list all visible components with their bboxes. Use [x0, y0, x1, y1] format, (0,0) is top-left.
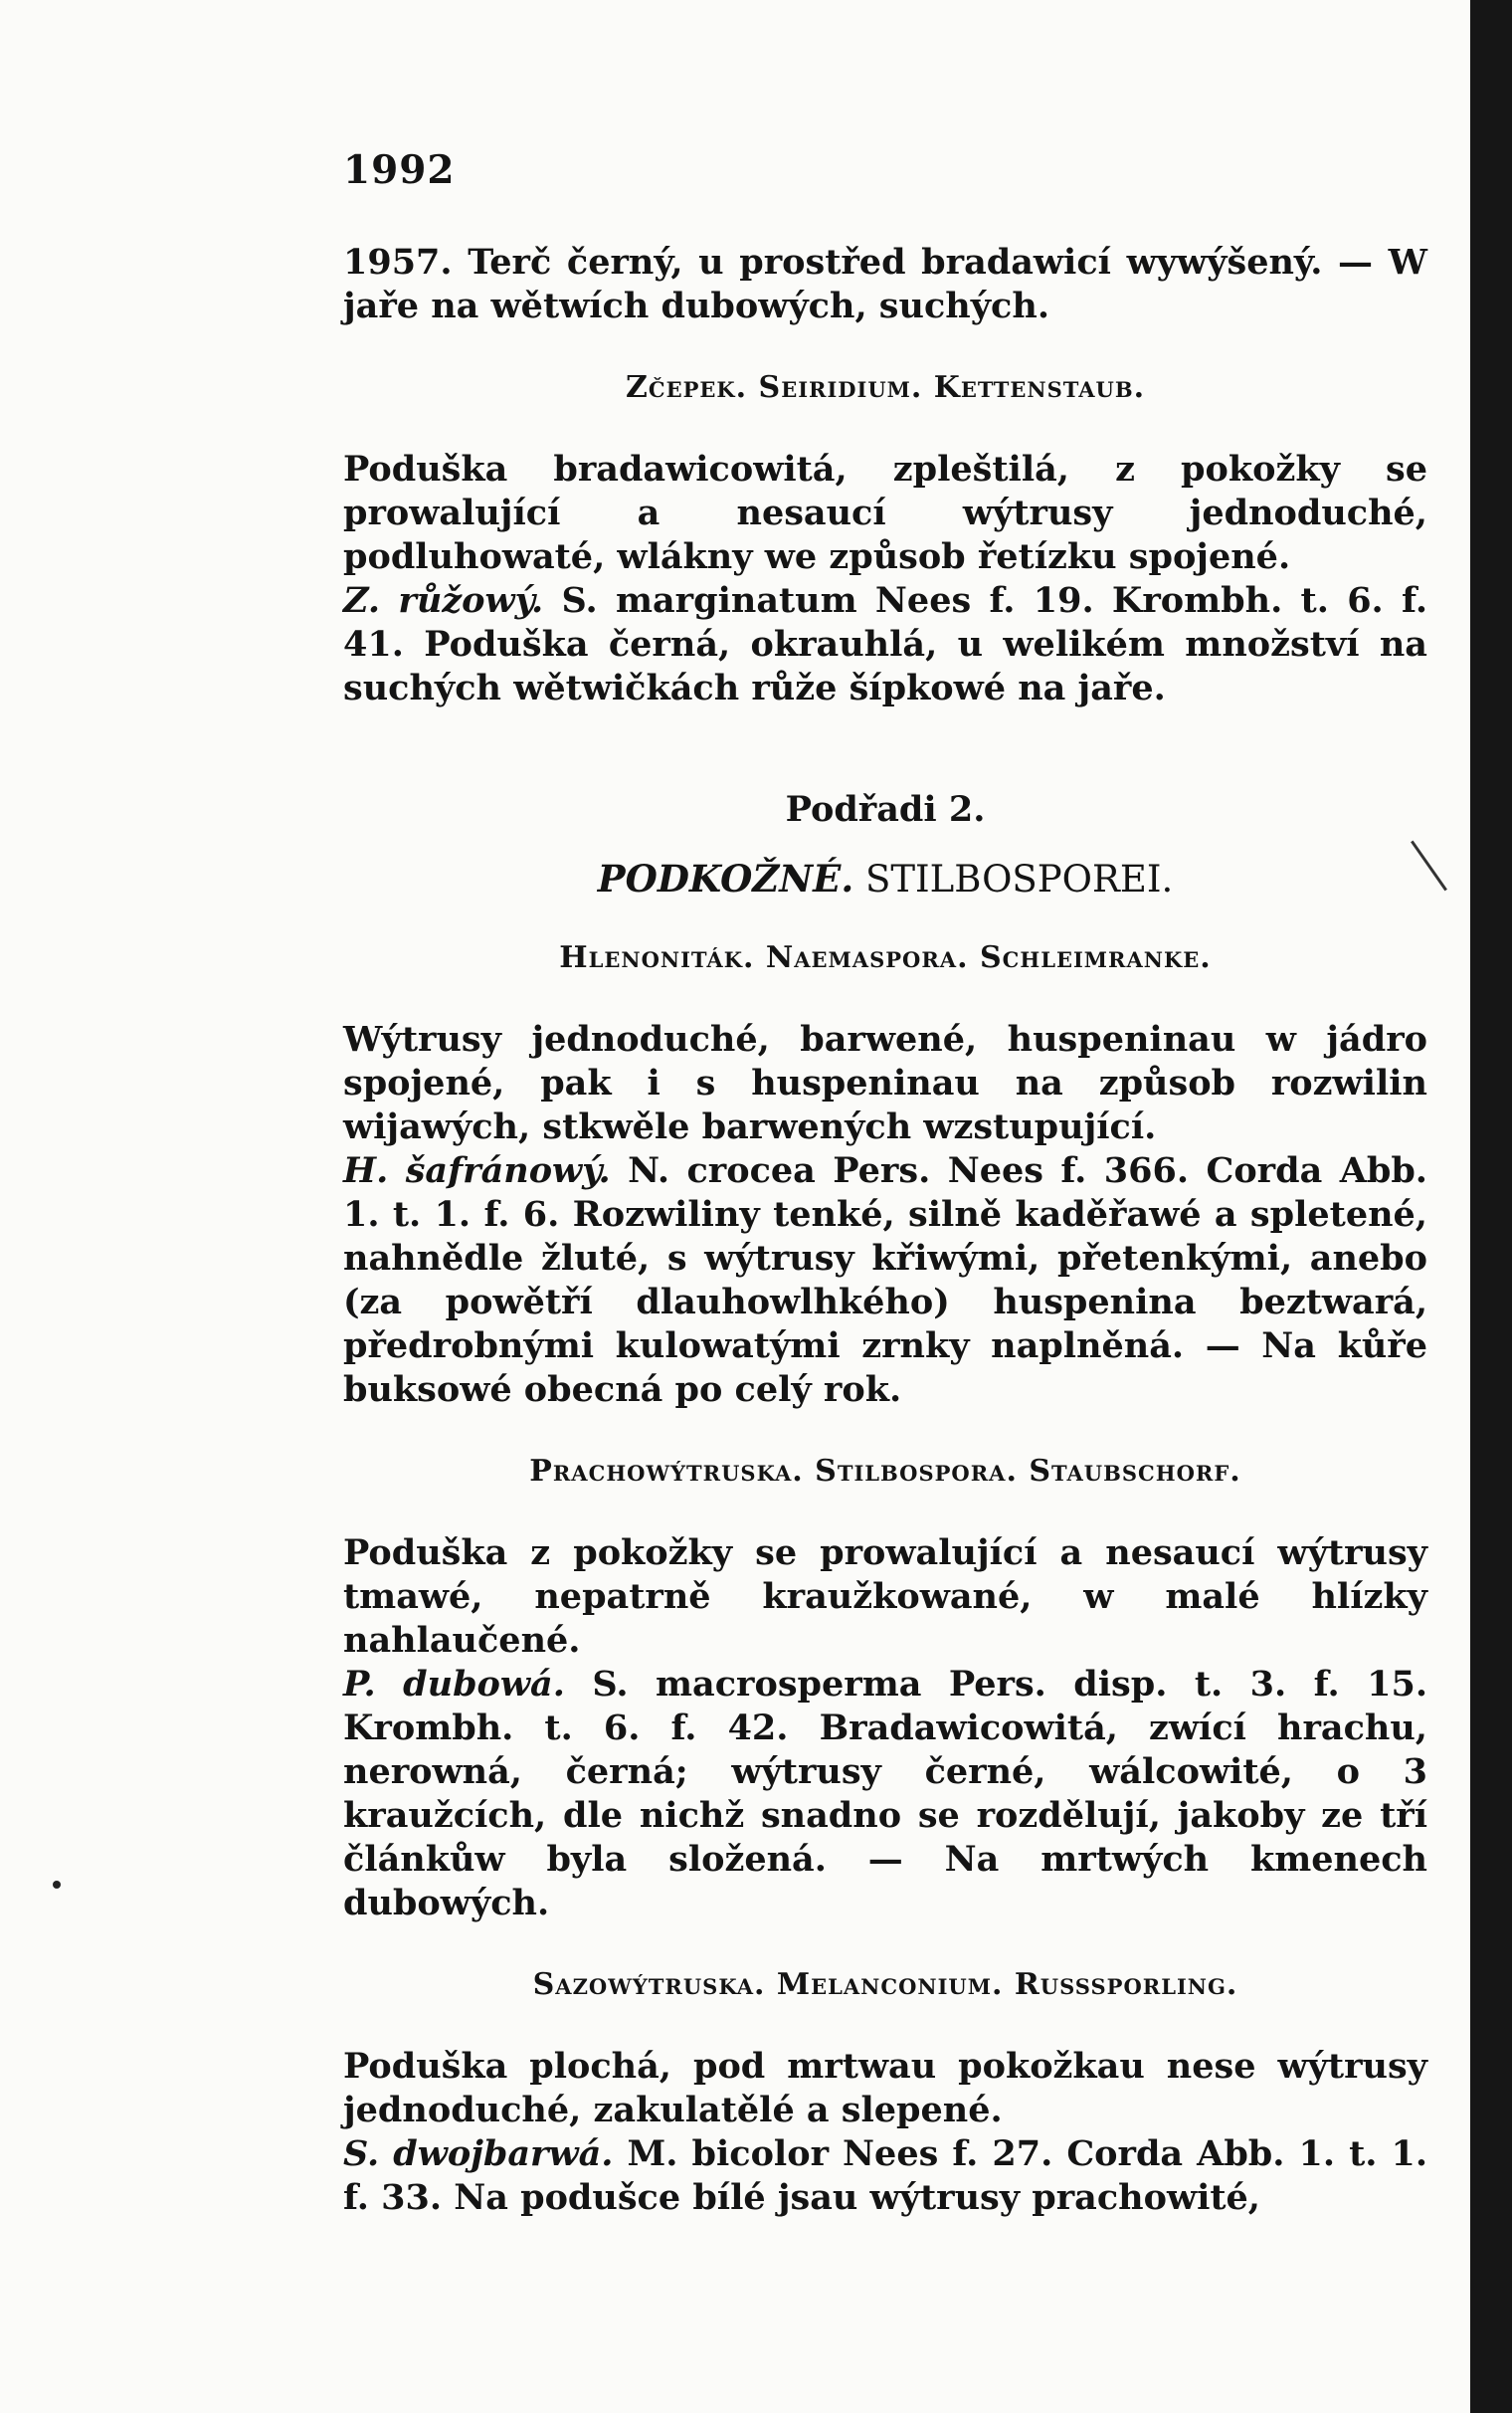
suborder-title-latin: STILBOSPOREI.: [864, 858, 1174, 901]
paragraph-zcepek-description: Poduška bradawicowitá, zpleštilá, z pokožky se prowalující a nesaucí wýtrusy jednoduché, podluhowaté, wlákny we způsob řetízku spojené.: [343, 449, 1427, 577]
suborder-title-czech: PODKOŽNÉ.: [597, 857, 854, 901]
species-name: H. šafránowý.: [343, 1150, 611, 1191]
text-column: [343, 147, 1427, 2220]
genus-heading-sazowytruska: Sazowýtruska. Melanconium. Russsporling.: [532, 1967, 1238, 2002]
species-s-dwojbarwa: [343, 2132, 1427, 2220]
species-text: M. bicolor Nees f. 27. Corda Abb. 1. t. 1. f. 33. Na podušce bílé jsau wýtrusy prachowité,: [343, 2133, 1428, 2218]
paragraph-prachowytruska-description: Poduška z pokožky se prowalující a nesaucí wýtrusy tmawé, nepatrně kraužkowané, w malé hlízky nahlaučené.: [343, 1532, 1427, 1661]
paragraph-hlenonitak-description: Wýtrusy jednoduché, barwené, huspeninau w jádro spojené, pak i s huspeninau na způsob rozwilin wijawých, stkwěle barwených wzstupující.: [343, 1019, 1427, 1147]
species-name: S. dwojbarwá.: [343, 2133, 614, 2174]
suborder-heading: Podřadi 2.: [785, 789, 986, 830]
paragraph-1957: 1957. Terč černý, u prostřed bradawicí wywýšený. — W jaře na wětwích dubowých, suchých.: [343, 242, 1427, 326]
paragraph-sazowytruska-description: Poduška plochá, pod mrtwau pokožkau nese wýtrusy jednoduché, zakulatělé a slepené.: [343, 2046, 1427, 2130]
genus-heading-zcepek: Zčepek. Seiridium. Kettenstaub.: [625, 370, 1146, 405]
print-speck: [53, 1881, 61, 1889]
suborder-title: [343, 856, 1427, 903]
scan-edge-right: [1470, 0, 1512, 2413]
species-h-safranowy: [343, 1149, 1427, 1412]
species-text: N. crocea Pers. Nees f. 366. Corda Abb. 1. t. 1. f. 6. Rozwiliny tenké, silně kaděřawé a spletené, nahnědle žluté, s wýtrusy křiwými, přetenkými, anebo (za powětří dlauhowlhkého) huspenina beztwará, předrobnými kulowatými zrnky naplněná. — Na kůře buksowé obecná po celý rok.: [343, 1150, 1427, 1410]
species-name: P. dubowá.: [343, 1664, 565, 1705]
page-number: 1992: [343, 147, 456, 193]
genus-heading-prachowytruska: Prachowýtruska. Stilbospora. Staubschorf.: [529, 1454, 1241, 1489]
species-name: Z. růžowý.: [343, 580, 544, 621]
species-text: S. macrosperma Pers. disp. t. 3. f. 15. Krombh. t. 6. f. 42. Bradawicowitá, zwící hrachu, nerowná, černá; wýtrusy černé, wálcowité, o 3 kraužcích, dle nichž snadno se rozdělují, jakoby ze tří článkůw byla složená. — Na mrtwých kmenech dubowých.: [343, 1664, 1427, 1923]
species-text: S. marginatum Nees f. 19. Krombh. t. 6. f. 41. Poduška černá, okrauhlá, u welikém množství na suchých wětwičkách růže šípkowé na jaře.: [343, 580, 1428, 708]
species-z-ruzowy: [343, 579, 1427, 710]
species-p-dubowa: [343, 1663, 1427, 1925]
genus-heading-hlenonitak: Hlenoniták. Naemaspora. Schleimranke.: [559, 940, 1212, 975]
